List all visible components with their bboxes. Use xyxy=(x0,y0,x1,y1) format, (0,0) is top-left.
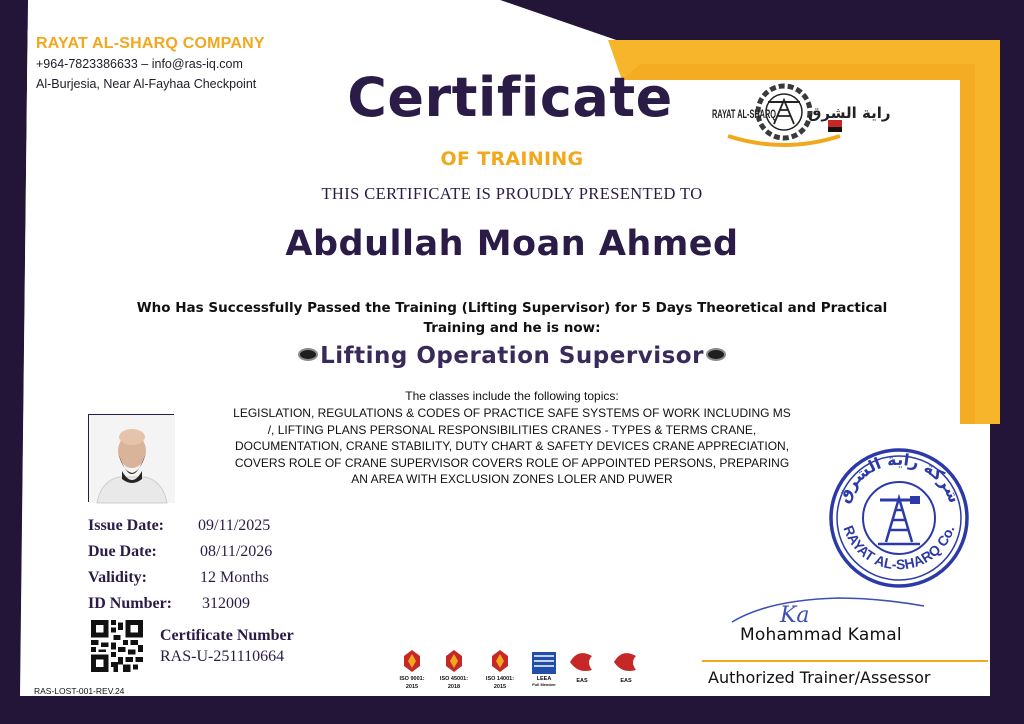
topic-line: LEGISLATION, REGULATIONS & CODES OF PRACTICE SAFE SYSTEMS OF WORK INCLUDING MS xyxy=(233,406,791,420)
topic-line: DOCUMENTATION, CRANE STABILITY, DUTY CHART & SAFETY DEVICES CRANE APPRECIATION, xyxy=(234,439,790,453)
logo-text-en: RAYAT AL-SHARQ xyxy=(712,107,776,121)
certificate-number-label: Certificate Number xyxy=(160,627,294,644)
issue-date-value: 09/11/2025 xyxy=(198,517,271,534)
leea-badge xyxy=(532,652,556,687)
presented-line: THIS CERTIFICATE IS PROUDLY PRESENTED TO xyxy=(321,184,703,203)
badge-label: EAS xyxy=(576,678,588,684)
role-title: Lifting Operation Supervisor xyxy=(320,343,704,369)
stamp-text-en: RAYAT AL-SHARQ Co. xyxy=(840,523,958,573)
detail-row-issue-date xyxy=(88,513,271,539)
iso-14001-badge xyxy=(486,650,514,690)
badge-label: EAS xyxy=(620,678,632,684)
statement-line-2: Training and he is now: xyxy=(423,320,601,336)
certificate-number-value: RAS-U-251110664 xyxy=(160,648,285,665)
id-number-value: 312009 xyxy=(202,595,250,612)
trainer-title: Authorized Trainer/Assessor xyxy=(708,668,931,687)
logo-text-ar: راية الشرق xyxy=(808,104,891,122)
validity-label: Validity: xyxy=(88,569,147,586)
role-title-row xyxy=(0,343,1024,369)
due-date-value: 08/11/2026 xyxy=(200,543,273,560)
qr-code[interactable] xyxy=(91,620,143,672)
bullet-icon xyxy=(298,348,318,361)
trainer-name: Mohammad Kamal xyxy=(740,625,902,645)
detail-row-due-date xyxy=(88,539,273,565)
statement-line-1: Who Has Successfully Passed the Training (Lifting Supervisor) for 5 Days Theoretical and Practical xyxy=(136,300,888,316)
eas-badge xyxy=(614,653,636,684)
company-stamp xyxy=(824,440,974,590)
company-contact: +964-7823386633 – info@ras-iq.com xyxy=(36,57,243,71)
detail-row-id-number xyxy=(88,591,250,617)
badge-label: LEEA xyxy=(536,676,552,682)
badge-label: ISO 9001: xyxy=(399,676,425,682)
revision-code: RAS-LOST-001-REV.24 xyxy=(34,686,125,696)
badge-year: 2015 xyxy=(405,684,419,690)
certificate-subtitle: OF TRAINING xyxy=(440,148,584,170)
completion-statement xyxy=(100,298,924,338)
eas-badge xyxy=(570,653,592,684)
badge-year: 2018 xyxy=(447,684,461,690)
validity-value: 12 Months xyxy=(200,569,269,586)
badge-year: Full Member xyxy=(532,682,556,687)
topic-line: COVERS ROLE OF CRANE SUPERVISOR COVERS ROLE OF APPOINTED PERSONS, PREPARING xyxy=(234,455,790,470)
recipient-name: Abdullah Moan Ahmed xyxy=(285,224,739,264)
signature-text: Ka xyxy=(780,603,810,628)
iso-9001-badge xyxy=(399,650,424,690)
detail-row-validity xyxy=(88,565,269,591)
bullet-icon xyxy=(706,348,726,361)
accreditation-badges xyxy=(392,648,652,696)
iso-45001-badge xyxy=(440,650,468,690)
topic-line: AN AREA WITH EXCLUSION ZONES LOLER AND PUWER xyxy=(351,472,673,486)
topic-line: /, LIFTING PLANS PERSONAL RESPONSIBILITIES CRANES - TYPES & TERMS CRANE, xyxy=(267,422,757,437)
badge-label: ISO 45001: xyxy=(439,676,469,682)
company-address: Al-Burjesia, Near Al-Fayhaa Checkpoint xyxy=(36,77,257,91)
recipient-photo xyxy=(88,414,174,502)
due-date-label: Due Date: xyxy=(88,543,157,560)
signature-divider xyxy=(702,660,988,662)
stamp-text-ar: شركة راية الشرق xyxy=(833,449,965,506)
issue-date-label: Issue Date: xyxy=(88,517,164,534)
certificate-details xyxy=(88,513,273,617)
id-number-label: ID Number: xyxy=(88,595,172,612)
topics-intro: The classes include the following topics: xyxy=(405,389,619,403)
certificate-title: Certificate xyxy=(347,66,673,129)
badge-year: 2015 xyxy=(493,684,507,690)
topics-list xyxy=(212,405,812,488)
company-name: RAYAT AL-SHARQ COMPANY xyxy=(36,35,265,52)
badge-label: ISO 14001: xyxy=(485,676,515,682)
certificate-number xyxy=(160,626,294,668)
